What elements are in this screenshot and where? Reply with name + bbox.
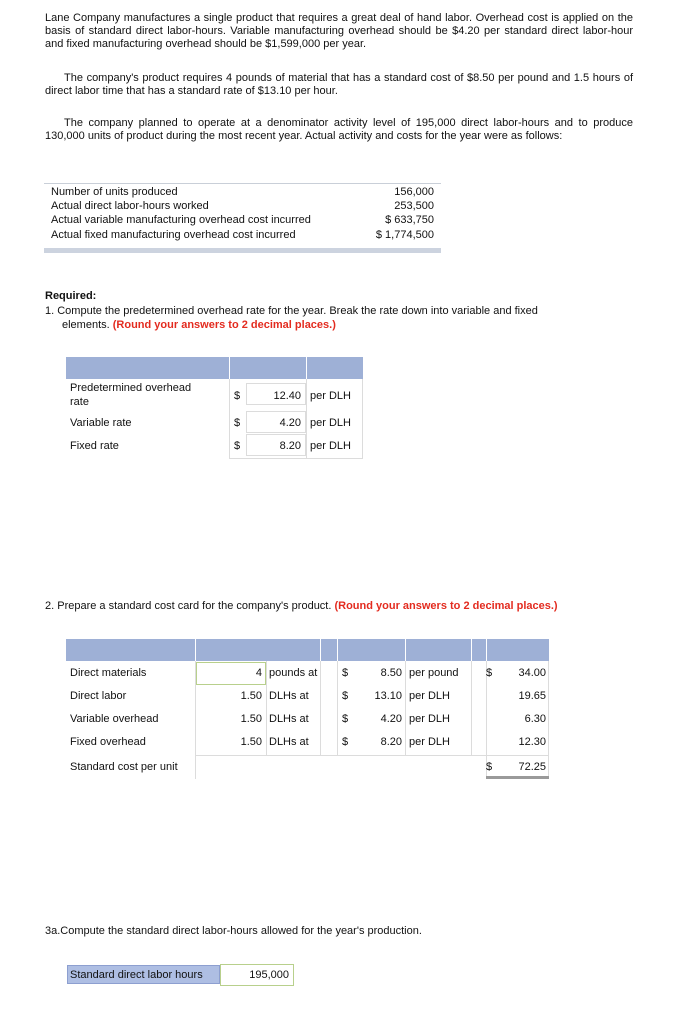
rates-header-bar (66, 357, 363, 379)
cc-total-fixed-oh[interactable]: 12.30 (518, 736, 546, 748)
rate-unit: per DLH (310, 390, 351, 402)
double-underline (486, 776, 549, 779)
given-label-var-oh: Actual variable manufacturing overhead cost incurred (51, 214, 311, 226)
cc-rateunit-var-oh: per DLH (409, 713, 450, 725)
rate-unit: per DLH (310, 440, 351, 452)
cc-label-labor: Direct labor (70, 690, 127, 702)
cc-rateunit-labor: per DLH (409, 690, 450, 702)
cc-tcur-materials: $ (486, 667, 493, 679)
cc-qtyunit-fixed-oh: DLHs at (269, 736, 309, 748)
cc-rate-materials[interactable]: 8.50 (380, 667, 402, 679)
std-dlh-value: 195,000 (249, 969, 289, 981)
std-dlh-label: Standard direct labor hours (70, 969, 203, 981)
cc-total-standard-cost[interactable]: 72.25 (518, 761, 546, 773)
cc-qty-labor[interactable]: 1.50 (240, 690, 262, 702)
variable-rate-value: 4.20 (279, 417, 301, 429)
cc-qty-materials: 4 (255, 667, 262, 679)
cc-cur-labor: $ (342, 690, 349, 702)
required-heading: Required: (45, 290, 97, 302)
intro-paragraph-1: Lane Company manufactures a single product that requires a great deal of hand labor. Overhead cost is applied on the basis of standard direct labor-hours. Variable manufacturing overhead should be $4.20 per standard direct labor-hour and fixed manufacturing overhead should be $1,599,000 per year. (45, 12, 633, 50)
cc-cur-fixed-oh: $ (342, 736, 349, 748)
cc-total-var-oh[interactable]: 6.30 (524, 713, 546, 725)
question-1-cont: elements. (62, 319, 110, 331)
rate-unit: per DLH (310, 417, 351, 429)
intro-paragraph-3: The company planned to operate at a denominator activity level of 195,000 direct labor-hours and to produce 130,000 units of product during the most recent year. Actual activity and costs for the year were as follows: (45, 117, 633, 142)
cc-qtyunit-materials: pounds at (269, 667, 318, 679)
given-label-dlh: Actual direct labor-hours worked (51, 200, 209, 212)
given-value-fixed-oh: $ 1,774,500 (375, 229, 434, 241)
given-label-fixed-oh: Actual fixed manufacturing overhead cost incurred (51, 229, 296, 241)
given-value-dlh: 253,500 (394, 200, 434, 212)
predetermined-rate-value: 12.40 (273, 390, 301, 402)
cc-label-var-oh: Variable overhead (70, 713, 159, 725)
cc-label-fixed-oh: Fixed overhead (70, 736, 146, 748)
rate-label-variable: Variable rate (70, 417, 132, 429)
rate-label-fixed: Fixed rate (70, 440, 119, 452)
question-2: 2. Prepare a standard cost card for the company's product. (45, 600, 332, 612)
cc-qty-var-oh[interactable]: 1.50 (240, 713, 262, 725)
cc-cur-var-oh: $ (342, 713, 349, 725)
table-bottom-bar (44, 248, 441, 253)
cc-total-labor[interactable]: 19.65 (518, 690, 546, 702)
variable-rate-input[interactable] (246, 411, 306, 433)
rate-currency: $ (234, 417, 241, 429)
cc-label-materials: Direct materials (70, 667, 147, 679)
cc-rateunit-fixed-oh: per DLH (409, 736, 450, 748)
cc-rateunit-materials: per pound (409, 667, 459, 679)
cc-label-total: Standard cost per unit (70, 761, 178, 773)
cc-qty-fixed-oh[interactable]: 1.50 (240, 736, 262, 748)
cc-rate-labor[interactable]: 13.10 (374, 690, 402, 702)
std-dlh-input[interactable] (220, 964, 294, 986)
cc-rate-var-oh[interactable]: 4.20 (380, 713, 402, 725)
cc-total-materials[interactable]: 34.00 (518, 667, 546, 679)
question-3a: 3a.Compute the standard direct labor-hours allowed for the year's production. (45, 925, 422, 937)
fixed-rate-input[interactable] (246, 434, 306, 456)
std-dlh-label-box (67, 965, 220, 984)
cc-rate-fixed-oh[interactable]: 8.20 (380, 736, 402, 748)
question-1-note: (Round your answers to 2 decimal places.) (112, 319, 336, 331)
question-1: 1. Compute the predetermined overhead rate for the year. Break the rate down into variable and fixed (45, 305, 538, 317)
rate-label-predetermined: Predetermined overhead (70, 382, 192, 394)
cc-qtyunit-labor: DLHs at (269, 690, 309, 702)
cc-qtyunit-var-oh: DLHs at (269, 713, 309, 725)
rate-currency: $ (234, 440, 241, 452)
cc-tcur-total: $ (486, 761, 493, 773)
given-value-var-oh: $ 633,750 (385, 214, 434, 226)
fixed-rate-value: 8.20 (279, 440, 301, 452)
rate-label-predetermined-l2: rate (70, 396, 89, 408)
predetermined-rate-input[interactable] (246, 383, 306, 405)
rate-currency: $ (234, 390, 241, 402)
given-label-units: Number of units produced (51, 186, 178, 198)
costcard-header-bar (66, 639, 549, 661)
question-2-note: (Round your answers to 2 decimal places.) (334, 600, 558, 612)
cc-cur-materials: $ (342, 667, 349, 679)
intro-paragraph-2: The company's product requires 4 pounds of material that has a standard cost of $8.50 per pound and 1.5 hours of direct labor time that has a standard rate of $13.10 per hour. (45, 72, 633, 97)
given-value-units: 156,000 (394, 186, 434, 198)
